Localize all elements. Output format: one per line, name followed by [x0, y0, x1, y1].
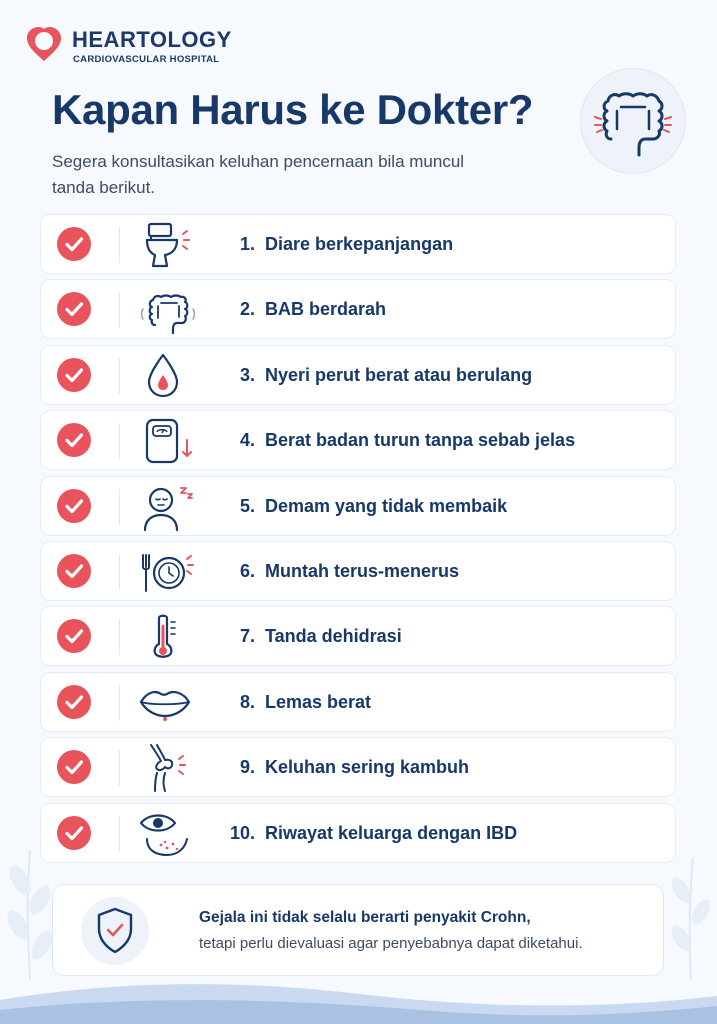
knee-joint-icon — [137, 743, 199, 793]
check-icon — [57, 619, 91, 653]
page-subtitle: Segera konsultasikan keluhan pencernaan bila muncul tanda berikut. — [52, 152, 465, 197]
hero-illustration — [580, 68, 686, 174]
item-label: Diare berkepanjangan — [265, 234, 454, 254]
brand-subtitle: CARDIOVASCULAR HOSPITAL — [73, 54, 220, 65]
list-item — [40, 737, 676, 797]
shield-badge — [81, 897, 149, 965]
item-label: Keluhan sering kambuh — [265, 757, 470, 778]
list-item — [40, 279, 676, 339]
row-divider — [119, 619, 120, 655]
list-item — [40, 606, 676, 666]
item-label: Muntah terus-menerus — [265, 560, 460, 581]
eye-skin-icon — [137, 809, 199, 859]
item-number: 6. — [239, 560, 255, 581]
item-label: Tanda dehidrasi — [265, 626, 402, 647]
list-item — [40, 214, 676, 274]
blood-drop-icon — [137, 351, 199, 401]
row-divider — [119, 816, 120, 852]
row-divider — [119, 292, 120, 328]
item-number: 9. — [239, 757, 255, 778]
item-label: Riwayat keluarga dengan IBD — [265, 822, 518, 843]
item-number: 3. — [239, 364, 255, 385]
intestine-icon — [137, 285, 199, 335]
item-number: 8. — [239, 691, 255, 712]
row-divider — [119, 227, 120, 263]
item-number: 10. — [229, 822, 255, 843]
row-divider — [119, 358, 120, 394]
row-divider — [119, 685, 120, 721]
warning-signs-list — [40, 214, 676, 868]
list-item — [40, 345, 676, 405]
brand-name: HEARTOLOGY — [72, 27, 232, 52]
list-item — [40, 672, 676, 732]
check-icon — [57, 227, 91, 261]
disclaimer-line-2: tetapi perlu dievaluasi agar penyebabnya dapat diketahui. — [199, 935, 583, 952]
check-icon — [57, 358, 91, 392]
tired-person-icon — [137, 482, 199, 532]
thermometer-icon — [137, 612, 199, 662]
check-icon — [57, 685, 91, 719]
item-label: Nyeri perut berat atau berulang — [265, 364, 533, 385]
item-label: Lemas berat — [265, 691, 372, 712]
item-label: Berat badan turun tanpa sebab jelas — [265, 430, 576, 451]
shield-check-icon — [81, 897, 149, 965]
item-number: 1. — [239, 234, 255, 254]
leaf-decoration-right — [665, 850, 717, 980]
item-label: Demam yang tidak membaik — [265, 495, 508, 516]
disclaimer-card — [52, 884, 664, 976]
check-icon — [57, 292, 91, 326]
check-icon — [57, 554, 91, 588]
disclaimer-line-1: Gejala ini tidak selalu berarti penyakit Crohn, — [199, 909, 531, 926]
item-number: 7. — [239, 626, 255, 647]
list-item — [40, 476, 676, 536]
item-number: 5. — [239, 495, 255, 516]
weight-scale-icon — [137, 416, 199, 466]
list-item — [40, 410, 676, 470]
bottom-wave-decoration — [0, 970, 717, 1024]
row-divider — [119, 750, 120, 786]
row-divider — [119, 554, 120, 590]
intestine-hero-icon — [581, 69, 685, 173]
list-item — [40, 541, 676, 601]
check-icon — [57, 816, 91, 850]
item-number: 4. — [239, 430, 255, 451]
row-divider — [119, 423, 120, 459]
check-icon — [57, 750, 91, 784]
toilet-icon — [137, 220, 199, 270]
row-divider — [119, 489, 120, 525]
list-item — [40, 803, 676, 863]
heartology-logo-icon — [24, 24, 64, 64]
check-icon — [57, 489, 91, 523]
plate-cutlery-icon — [137, 547, 199, 597]
lips-icon — [137, 678, 199, 728]
item-number: 2. — [239, 299, 255, 320]
check-icon — [57, 423, 91, 457]
page-title: Kapan Harus ke Dokter? — [52, 86, 534, 133]
item-label: BAB berdarah — [265, 299, 387, 320]
